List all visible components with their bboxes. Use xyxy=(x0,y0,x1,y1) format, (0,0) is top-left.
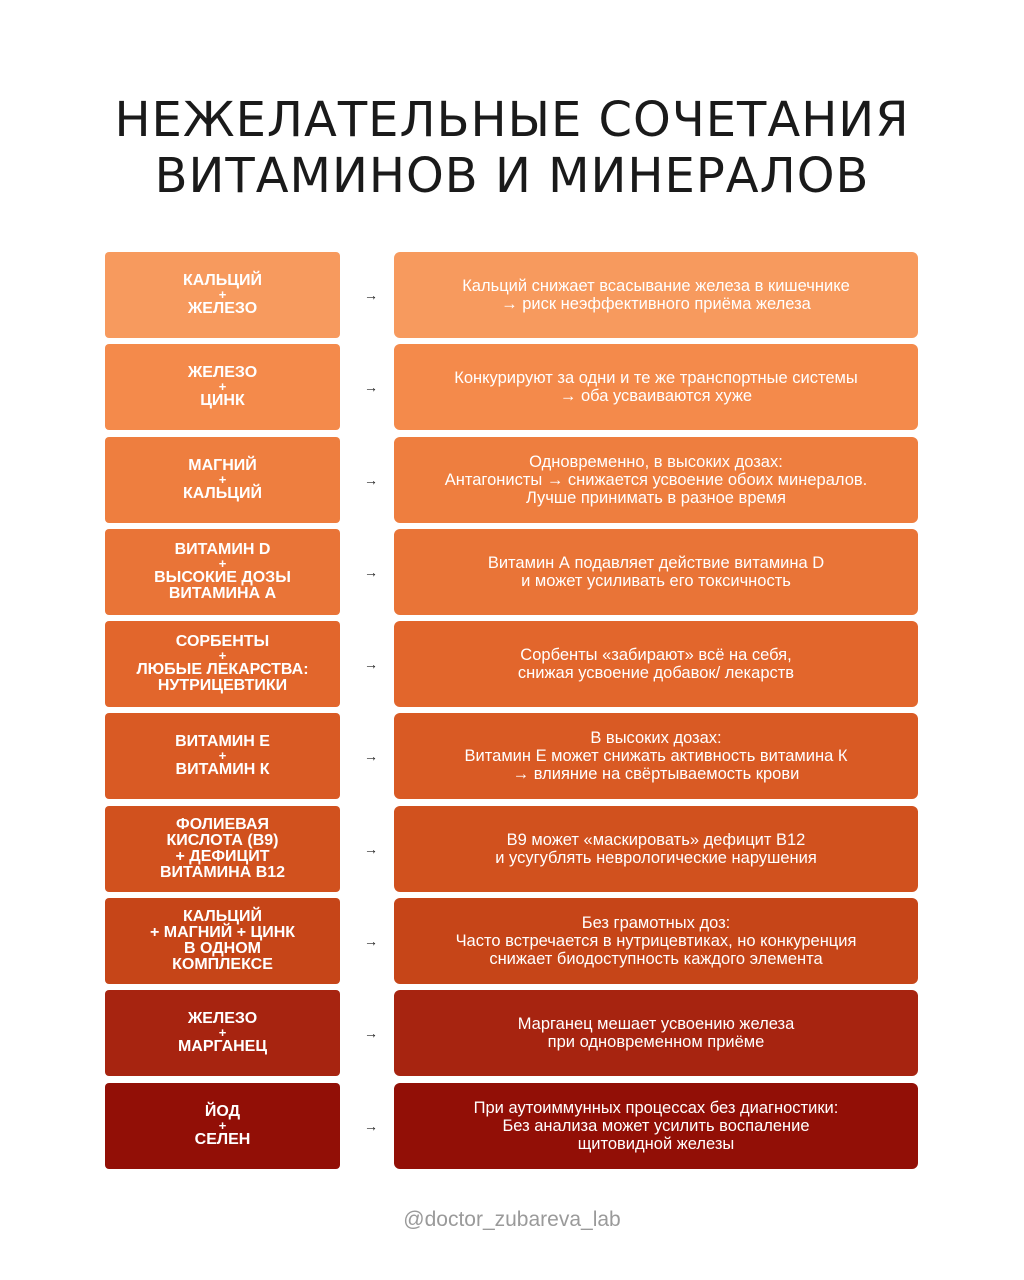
description-line: → влияние на свёртываемость крови xyxy=(512,765,800,784)
description-line: и усугублять неврологические нарушения xyxy=(495,848,817,867)
arrow-right-icon: → xyxy=(364,287,378,303)
description-line: → риск неэффективного приёма железа xyxy=(501,295,811,313)
arrow-right-icon: → xyxy=(364,933,378,950)
description-line: Антагонисты → снижается усвоение обоих минералов. xyxy=(444,470,868,489)
description-line: Без анализа может усилить воспаление xyxy=(502,1116,810,1135)
arrow-right-icon: → xyxy=(364,1117,378,1134)
effect-description-box xyxy=(394,344,918,430)
pair-label: ЛЮБЫЕ ЛЕКАРСТВА: xyxy=(136,661,309,679)
effect-description-box xyxy=(394,806,918,892)
pair-label: ВИТАМИН Е xyxy=(175,733,270,751)
plus-sign: + xyxy=(218,287,227,302)
combination-pair-box xyxy=(105,806,340,892)
pair-label: КАЛЬЦИЙ xyxy=(183,908,262,926)
pair-label: ЦИНК xyxy=(200,392,245,410)
description-line: В9 может «маскировать» дефицит В12 xyxy=(506,830,806,849)
arrow-right-icon: → xyxy=(364,1025,378,1042)
effect-description-box xyxy=(394,621,918,707)
pair-label: СЕЛЕН xyxy=(194,1130,251,1148)
pair-label: КИСЛОТА (В9) xyxy=(166,831,279,849)
combination-pair-box xyxy=(105,529,340,615)
pair-label: ВИТАМИН D xyxy=(174,540,271,558)
pair-label: + ДЕФИЦИТ xyxy=(175,847,270,865)
pair-label: ВИТАМИНА В12 xyxy=(159,863,286,881)
effect-description-box xyxy=(394,990,918,1076)
effect-description-box xyxy=(394,713,918,799)
combination-pair-box xyxy=(105,1083,340,1169)
pair-label: МАГНИЙ xyxy=(188,456,257,474)
description-line: щитовидной железы xyxy=(577,1134,735,1153)
description-line: В высоких дозах: xyxy=(590,729,722,748)
effect-description-box xyxy=(394,252,918,338)
combination-row xyxy=(105,898,918,984)
pair-label: ФОЛИЕВАЯ xyxy=(176,815,269,833)
description-line: снижает биодоступность каждого элемента xyxy=(489,950,823,969)
pair-label: В ОДНОМ xyxy=(184,940,261,958)
pair-label: СОРБЕНТЫ xyxy=(175,633,270,651)
combination-row xyxy=(105,621,918,707)
arrow-right-icon: → xyxy=(364,471,378,488)
plus-sign: + xyxy=(218,1117,227,1133)
arrow-right-icon: → xyxy=(364,563,378,580)
pair-label: КАЛЬЦИЙ xyxy=(183,272,262,289)
effect-description-box xyxy=(394,437,918,523)
description-line: Часто встречается в нутрицевтиках, но конкуренция xyxy=(455,932,857,951)
combination-row xyxy=(105,437,918,523)
combination-row xyxy=(105,344,918,430)
arrow-right-icon: → xyxy=(364,656,378,673)
pair-label: КАЛЬЦИЙ xyxy=(183,484,262,502)
description-line: Марганец мешает усвоению железа xyxy=(517,1015,795,1034)
description-line: Одновременно, в высоких дозах: xyxy=(529,452,783,471)
effect-description-box xyxy=(394,1083,918,1169)
combination-pair-box xyxy=(105,437,340,523)
description-line: Кальций снижает всасывание железа в кишечнике xyxy=(462,277,850,295)
plus-sign: + xyxy=(218,379,227,395)
description-line: и может усиливать его токсичность xyxy=(521,571,791,590)
combinations-list xyxy=(105,252,918,1175)
pair-label: ВЫСОКИЕ ДОЗЫ xyxy=(154,568,291,586)
description-line: Витамин Е может снижать активность витамина К xyxy=(464,747,848,766)
combination-row xyxy=(105,713,918,799)
effect-description-box xyxy=(394,898,918,984)
pair-label: КОМПЛЕКСЕ xyxy=(172,956,273,974)
combination-row xyxy=(105,252,918,338)
arrow-right-icon: → xyxy=(364,748,378,765)
arrow-right-icon: → xyxy=(364,840,378,857)
plus-sign: + xyxy=(218,555,227,571)
pair-label: ЙОД xyxy=(204,1102,241,1120)
description-line: снижая усвоение добавок/ лекарств xyxy=(517,664,795,683)
pair-label: ВИТАМИН К xyxy=(175,761,270,779)
combination-row xyxy=(105,529,918,615)
description-line: Конкурируют за одни и те же транспортные системы xyxy=(454,369,858,388)
description-line: Витамин А подавляет действие витамина D xyxy=(487,553,825,572)
description-line: При аутоиммунных процессах без диагностики: xyxy=(473,1098,839,1117)
combination-pair-box xyxy=(105,898,340,984)
pair-label: ВИТАМИНА А xyxy=(168,584,277,602)
description-line: при одновременном приёме xyxy=(547,1033,765,1052)
title-line-2: ВИТАМИНОВ И МИНЕРАЛОВ xyxy=(154,148,870,204)
pair-label: ЖЕЛЕЗО xyxy=(187,1010,258,1028)
combination-pair-box xyxy=(105,621,340,707)
effect-description-box xyxy=(394,529,918,615)
plus-sign: + xyxy=(218,471,227,487)
pair-label: ЖЕЛЕЗО xyxy=(187,300,258,317)
combination-row xyxy=(105,990,918,1076)
description-line: → оба усваиваются хуже xyxy=(559,387,753,406)
combination-pair-box xyxy=(105,252,340,338)
plus-sign: + xyxy=(218,648,227,664)
combination-pair-box xyxy=(105,990,340,1076)
description-line: Сорбенты «забирают» всё на себя, xyxy=(520,646,792,665)
description-line: Лучше принимать в разное время xyxy=(526,488,786,507)
plus-sign: + xyxy=(218,1025,227,1041)
page-title xyxy=(0,92,1024,204)
arrow-right-icon: → xyxy=(364,379,378,396)
description-line: Без грамотных доз: xyxy=(581,914,731,933)
pair-label: НУТРИЦЕВТИКИ xyxy=(157,677,288,695)
author-handle: @doctor_zubareva_lab xyxy=(403,1208,621,1231)
title-line-1: НЕЖЕЛАТЕЛЬНЫЕ СОЧЕТАНИЯ xyxy=(114,92,910,148)
combination-row xyxy=(105,1083,918,1169)
pair-label: ЖЕЛЕЗО xyxy=(187,364,258,382)
plus-sign: + xyxy=(218,748,227,764)
pair-label: + МАГНИЙ + ЦИНК xyxy=(149,924,296,942)
combination-row xyxy=(105,806,918,892)
combination-pair-box xyxy=(105,713,340,799)
combination-pair-box xyxy=(105,344,340,430)
pair-label: МАРГАНЕЦ xyxy=(177,1038,268,1056)
